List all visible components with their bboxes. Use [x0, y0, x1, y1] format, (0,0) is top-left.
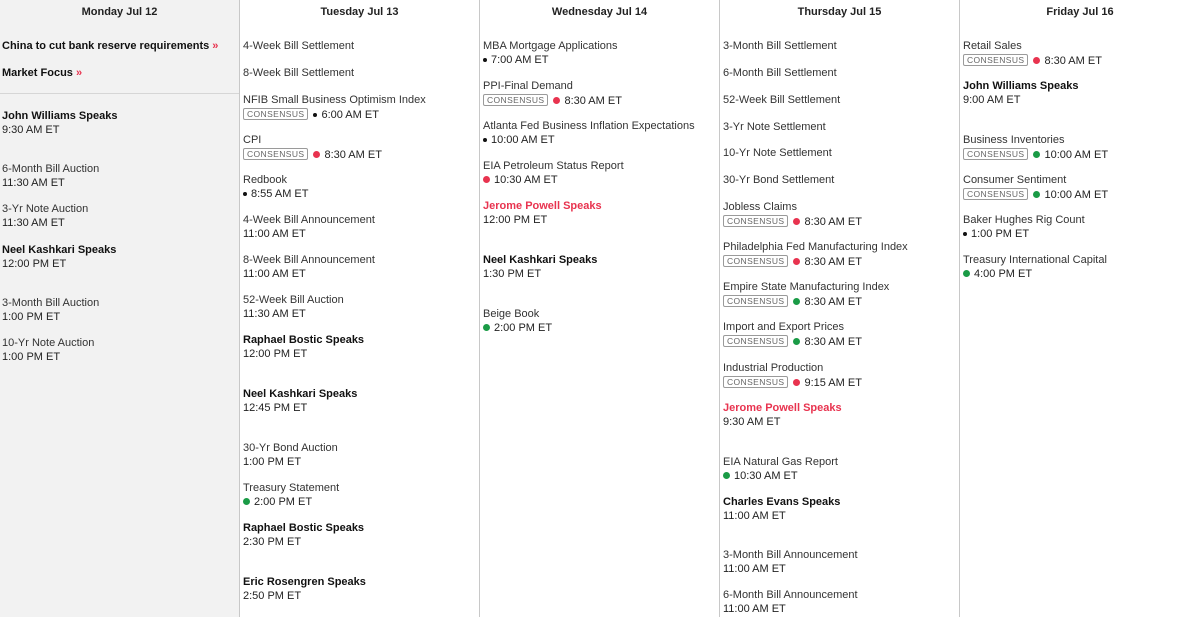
event-title[interactable]: EIA Petroleum Status Report — [483, 160, 624, 172]
event-time: 7:00 AM ET — [491, 53, 549, 66]
consensus-badge[interactable]: CONSENSUS — [963, 148, 1028, 160]
calendar-event[interactable] — [243, 576, 477, 603]
calendar-event[interactable] — [243, 388, 477, 415]
calendar-event[interactable] — [243, 174, 477, 201]
calendar-event[interactable] — [2, 337, 237, 364]
black-dot-icon — [483, 58, 487, 62]
calendar-event[interactable] — [963, 254, 1198, 281]
event-time: 2:00 PM ET — [494, 321, 553, 334]
event-title[interactable]: Industrial Production — [723, 362, 824, 374]
calendar-event[interactable] — [723, 201, 957, 229]
event-time: 12:45 PM ET — [243, 401, 308, 414]
day-column-monday — [0, 0, 240, 617]
calendar-event[interactable] — [963, 40, 1198, 68]
event-title[interactable]: 6-Month Bill Auction — [2, 163, 100, 175]
green-dot-icon — [793, 298, 800, 305]
event-time: 10:00 AM ET — [1044, 148, 1109, 161]
event-time: 10:30 AM ET — [494, 173, 558, 186]
calendar-event[interactable] — [2, 163, 237, 190]
event-time-line — [2, 124, 237, 138]
consensus-badge[interactable]: CONSENSUS — [723, 295, 788, 307]
event-time-line — [243, 108, 477, 123]
red-dot-icon — [793, 379, 800, 386]
event-time-line — [243, 536, 477, 550]
event-title[interactable]: Raphael Bostic Speaks — [243, 522, 365, 534]
event-time: 8:55 AM ET — [251, 187, 309, 200]
red-dot-icon — [793, 218, 800, 225]
news-link-china-reserve[interactable] — [2, 40, 218, 52]
green-dot-icon — [793, 338, 800, 345]
calendar-event[interactable] — [483, 80, 717, 108]
event-time: 1:00 PM ET — [971, 227, 1030, 240]
event-time: 11:00 AM ET — [243, 267, 306, 280]
calendar-event[interactable] — [723, 321, 957, 349]
calendar-event[interactable] — [723, 281, 957, 309]
event-time-line — [723, 416, 957, 430]
event-time: 11:00 AM ET — [243, 227, 306, 240]
event-time-line — [723, 295, 957, 310]
event-time-line — [243, 228, 477, 242]
calendar-event[interactable] — [483, 200, 717, 227]
event-time-line — [243, 148, 477, 163]
consensus-badge[interactable]: CONSENSUS — [483, 94, 548, 106]
calendar-event[interactable] — [723, 241, 957, 269]
day-header-wednesday: Wednesday Jul 14 — [551, 6, 648, 18]
event-time: 6:00 AM ET — [321, 108, 379, 121]
event-time-line — [723, 335, 957, 350]
event-time: 11:00 AM ET — [723, 602, 786, 615]
event-time-line — [243, 308, 477, 322]
event-title[interactable]: 8-Week Bill Announcement — [243, 254, 375, 266]
consensus-badge[interactable]: CONSENSUS — [963, 188, 1028, 200]
event-title[interactable]: Beige Book — [483, 308, 540, 320]
event-time: 1:30 PM ET — [483, 267, 542, 280]
calendar-event[interactable] — [723, 121, 957, 135]
event-time-line — [243, 402, 477, 416]
news-link-market-focus[interactable] — [2, 67, 82, 79]
day-column-tuesday — [240, 0, 480, 617]
calendar-event[interactable] — [243, 254, 477, 281]
calendar-event[interactable] — [2, 244, 237, 271]
event-time: 1:00 PM ET — [2, 350, 61, 363]
event-time-line — [243, 496, 477, 510]
news-link-text: China to cut bank reserve requirements — [2, 40, 210, 52]
event-title[interactable]: 3-Month Bill Settlement — [723, 40, 837, 52]
calendar-event[interactable] — [243, 94, 477, 122]
calendar-event[interactable] — [243, 40, 477, 54]
calendar-event[interactable] — [243, 522, 477, 549]
event-title[interactable]: 30-Yr Bond Auction — [243, 442, 338, 454]
event-time: 8:30 AM ET — [1044, 54, 1102, 67]
event-title[interactable]: 8-Week Bill Settlement — [243, 67, 355, 79]
event-title[interactable]: Redbook — [243, 174, 288, 186]
day-header-tuesday: Tuesday Jul 13 — [320, 6, 399, 18]
event-title[interactable]: PPI-Final Demand — [483, 80, 573, 92]
event-time-line — [243, 456, 477, 470]
calendar-event[interactable] — [963, 174, 1198, 202]
event-time-line — [243, 268, 477, 282]
red-dot-icon — [313, 151, 320, 158]
event-time-line — [723, 603, 957, 617]
event-title[interactable]: Neel Kashkari Speaks — [483, 254, 598, 266]
calendar-event[interactable] — [2, 203, 237, 230]
event-time: 11:00 AM ET — [723, 509, 786, 522]
calendar-event[interactable] — [2, 297, 237, 324]
calendar-event[interactable] — [243, 334, 477, 361]
calendar-event[interactable] — [483, 308, 717, 335]
green-dot-icon — [1033, 191, 1040, 198]
event-title[interactable]: John Williams Speaks — [2, 110, 118, 122]
calendar-event[interactable] — [723, 549, 957, 576]
event-time: 11:30 AM ET — [2, 176, 65, 189]
event-time-line — [483, 54, 717, 68]
calendar-event[interactable] — [963, 134, 1198, 162]
event-time: 1:00 PM ET — [243, 455, 302, 468]
event-time: 4:00 PM ET — [974, 267, 1033, 280]
event-title[interactable]: Neel Kashkari Speaks — [243, 388, 358, 400]
event-time: 2:30 PM ET — [243, 535, 302, 548]
event-title[interactable]: 3-Month Bill Announcement — [723, 549, 858, 561]
green-dot-icon — [1033, 151, 1040, 158]
event-title[interactable]: Treasury Statement — [243, 482, 340, 494]
calendar-event[interactable] — [243, 214, 477, 241]
calendar-event[interactable] — [243, 482, 477, 509]
event-time: 12:00 PM ET — [2, 257, 67, 270]
event-time: 8:30 AM ET — [324, 148, 382, 161]
event-title[interactable]: John Williams Speaks — [963, 80, 1079, 92]
event-title[interactable]: 6-Month Bill Announcement — [723, 589, 858, 601]
event-time-line — [723, 470, 957, 484]
calendar-event[interactable] — [243, 442, 477, 469]
day-header-monday: Monday Jul 12 — [81, 6, 158, 18]
event-title[interactable]: Retail Sales — [963, 40, 1022, 52]
event-title[interactable]: Atlanta Fed Business Inflation Expectations — [483, 120, 695, 132]
calendar-event[interactable] — [723, 589, 957, 616]
event-title[interactable]: Jobless Claims — [723, 201, 797, 213]
news-link-text: Market Focus — [2, 67, 73, 79]
event-title[interactable]: CPI — [243, 134, 262, 146]
calendar-event[interactable] — [483, 160, 717, 187]
event-time-line — [723, 215, 957, 230]
calendar-event[interactable] — [723, 174, 957, 188]
event-time-line — [723, 376, 957, 391]
event-title[interactable]: Import and Export Prices — [723, 321, 845, 333]
calendar-event[interactable] — [723, 94, 957, 108]
green-dot-icon — [723, 472, 730, 479]
event-time-line — [723, 255, 957, 270]
consensus-badge[interactable]: CONSENSUS — [723, 335, 788, 347]
event-time-line — [483, 134, 717, 148]
event-time-line — [2, 351, 237, 365]
event-title[interactable]: 3-Yr Note Auction — [2, 203, 89, 215]
event-title[interactable]: MBA Mortgage Applications — [483, 40, 618, 52]
calendar-event[interactable] — [723, 402, 957, 429]
event-time-line — [963, 188, 1198, 203]
event-title[interactable]: Raphael Bostic Speaks — [243, 334, 365, 346]
green-dot-icon — [963, 270, 970, 277]
event-time: 12:00 PM ET — [483, 213, 548, 226]
black-dot-icon — [313, 113, 317, 117]
event-time-line — [2, 311, 237, 325]
event-title[interactable]: 52-Week Bill Auction — [243, 294, 344, 306]
chevron-right-icon: » — [75, 67, 83, 79]
event-time-line — [483, 214, 717, 228]
event-title[interactable]: 4-Week Bill Announcement — [243, 214, 375, 226]
event-title[interactable]: 6-Month Bill Settlement — [723, 67, 837, 79]
calendar-event[interactable] — [2, 110, 237, 137]
event-time-line — [243, 188, 477, 202]
event-title[interactable]: 52-Week Bill Settlement — [723, 94, 841, 106]
calendar-event[interactable] — [243, 134, 477, 162]
event-time: 9:15 AM ET — [804, 376, 862, 389]
event-title[interactable]: Consumer Sentiment — [963, 174, 1067, 186]
calendar-event[interactable] — [723, 496, 957, 523]
day-header-thursday: Thursday Jul 15 — [797, 6, 882, 18]
black-dot-icon — [963, 232, 967, 236]
event-time-line — [723, 563, 957, 577]
event-time-line — [2, 177, 237, 191]
red-dot-icon — [553, 97, 560, 104]
event-title[interactable]: 4-Week Bill Settlement — [243, 40, 355, 52]
event-time-line — [963, 54, 1198, 69]
event-title[interactable]: Eric Rosengren Speaks — [243, 576, 366, 588]
event-title[interactable]: 3-Yr Note Settlement — [723, 121, 826, 133]
consensus-badge[interactable]: CONSENSUS — [243, 148, 308, 160]
event-time: 8:30 AM ET — [804, 295, 862, 308]
event-time: 10:30 AM ET — [734, 469, 798, 482]
event-title[interactable]: Philadelphia Fed Manufacturing Index — [723, 241, 908, 253]
calendar-event[interactable] — [243, 67, 477, 81]
calendar-event[interactable] — [723, 456, 957, 483]
day-column-thursday — [720, 0, 960, 617]
black-dot-icon — [483, 138, 487, 142]
event-title[interactable]: Charles Evans Speaks — [723, 496, 841, 508]
event-title[interactable]: EIA Natural Gas Report — [723, 456, 838, 468]
event-time: 9:30 AM ET — [723, 415, 781, 428]
event-title[interactable]: Business Inventories — [963, 134, 1065, 146]
event-time: 2:50 PM ET — [243, 589, 302, 602]
event-title[interactable]: Jerome Powell Speaks — [723, 402, 842, 414]
event-title[interactable]: Neel Kashkari Speaks — [2, 244, 117, 256]
red-dot-icon — [483, 176, 490, 183]
event-time: 8:30 AM ET — [804, 255, 862, 268]
event-time-line — [963, 148, 1198, 163]
red-dot-icon — [1033, 57, 1040, 64]
event-time-line — [723, 510, 957, 524]
calendar-event[interactable] — [483, 120, 717, 147]
event-time: 9:00 AM ET — [963, 93, 1021, 106]
calendar-event[interactable] — [963, 80, 1198, 107]
event-time: 8:30 AM ET — [804, 215, 862, 228]
event-time: 8:30 AM ET — [564, 94, 622, 107]
event-time-line — [2, 217, 237, 231]
consensus-badge[interactable]: CONSENSUS — [723, 215, 788, 227]
event-title[interactable]: NFIB Small Business Optimism Index — [243, 94, 426, 106]
divider — [0, 93, 239, 94]
day-header-friday: Friday Jul 16 — [1046, 6, 1114, 18]
event-title[interactable]: Baker Hughes Rig Count — [963, 214, 1085, 226]
event-time: 11:30 AM ET — [2, 216, 65, 229]
event-time: 8:30 AM ET — [804, 335, 862, 348]
event-time: 2:00 PM ET — [254, 495, 313, 508]
calendar-event[interactable] — [483, 40, 717, 67]
red-dot-icon — [793, 258, 800, 265]
event-time-line — [243, 590, 477, 604]
event-time-line — [963, 94, 1198, 108]
event-time-line — [483, 322, 717, 336]
event-time: 1:00 PM ET — [2, 310, 61, 323]
consensus-badge[interactable]: CONSENSUS — [963, 54, 1028, 66]
event-title[interactable]: Empire State Manufacturing Index — [723, 281, 890, 293]
event-title[interactable]: 10-Yr Note Auction — [2, 337, 95, 349]
event-title[interactable]: Jerome Powell Speaks — [483, 200, 602, 212]
event-time: 11:30 AM ET — [243, 307, 306, 320]
calendar-event[interactable] — [723, 147, 957, 161]
event-time-line — [963, 268, 1198, 282]
day-column-wednesday — [480, 0, 720, 617]
event-time-line — [483, 94, 717, 109]
event-title[interactable]: 10-Yr Note Settlement — [723, 147, 832, 159]
event-title[interactable]: 30-Yr Bond Settlement — [723, 174, 835, 186]
event-title[interactable]: 3-Month Bill Auction — [2, 297, 100, 309]
black-dot-icon — [243, 192, 247, 196]
consensus-badge[interactable]: CONSENSUS — [723, 255, 788, 267]
green-dot-icon — [483, 324, 490, 331]
day-column-friday — [960, 0, 1200, 617]
event-time: 10:00 AM ET — [491, 133, 555, 146]
calendar-event[interactable] — [723, 67, 957, 81]
calendar-event[interactable] — [243, 294, 477, 321]
event-title[interactable]: Treasury International Capital — [963, 254, 1107, 266]
calendar-event[interactable] — [963, 214, 1198, 241]
event-time: 10:00 AM ET — [1044, 188, 1109, 201]
event-time-line — [243, 348, 477, 362]
event-time-line — [483, 174, 717, 188]
event-time-line — [963, 228, 1198, 242]
chevron-right-icon: » — [212, 40, 219, 52]
calendar-event[interactable] — [483, 254, 717, 281]
consensus-badge[interactable]: CONSENSUS — [723, 376, 788, 388]
consensus-badge[interactable]: CONSENSUS — [243, 108, 308, 120]
event-time: 11:00 AM ET — [723, 562, 786, 575]
event-time-line — [483, 268, 717, 282]
event-time-line — [2, 258, 237, 272]
event-time: 9:30 AM ET — [2, 123, 60, 136]
calendar-event[interactable] — [723, 362, 957, 390]
event-time: 12:00 PM ET — [243, 347, 308, 360]
green-dot-icon — [243, 498, 250, 505]
calendar-event[interactable] — [723, 40, 957, 54]
